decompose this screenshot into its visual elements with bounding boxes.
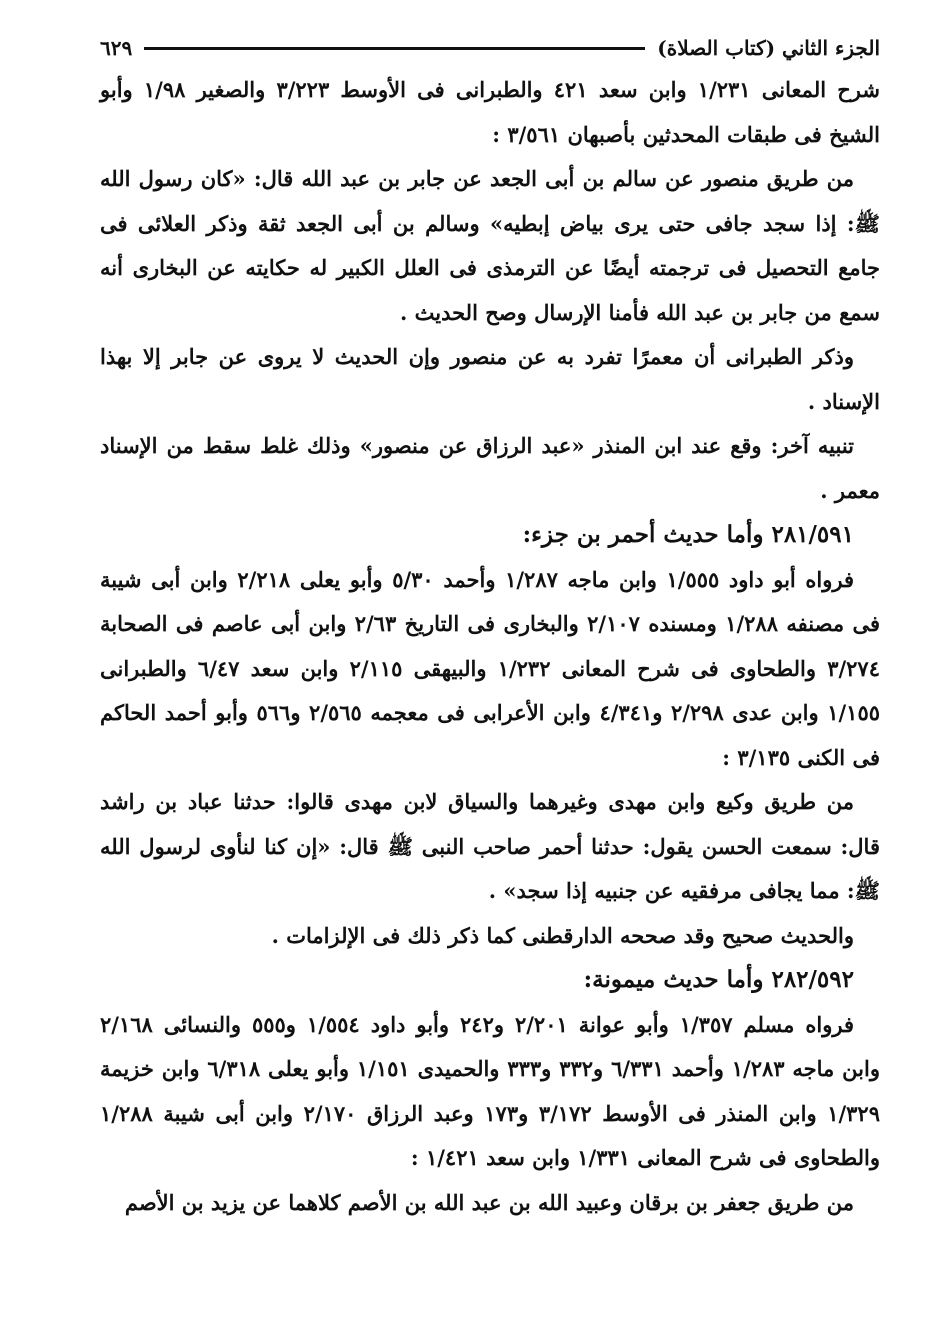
paragraph-tabarani-note: وذكر الطبرانى أن معمرًا تفرد به عن منصور وإن الحديث لا يروى عن جابر إلا بهذا الإسناد . xyxy=(100,344,880,414)
paragraph-ahmar-grading: والحديث صحيح وقد صححه الدارقطنى كما ذكر ذلك فى الإلزامات . xyxy=(271,922,854,948)
section-heading-ahmar: ٢٨١/٥٩١ وأما حديث أحمر بن جزء: xyxy=(522,521,854,548)
paragraph-jabir-route: من طريق منصور عن سالم بن أبى الجعد عن جابر بن عبد الله قال: «كان رسول الله ﷺ: إذا سجد جافى حتى يرى بياض إبطيه» وسالم بن أبى الجعد ثقة وذكر العلائى فى جامع التحصيل فى ترجمته أيضًا عن الترمذى فى العلل الكبير له حكايته عن البخارى أنه سمع من جابر بن عبد الله فأمنا الإرسال وصح الحديث . xyxy=(100,166,880,325)
paragraph-maymuna-sources: فرواه مسلم ١/٣٥٧ وأبو عوانة ٢/٢٠١ و٢٤٢ وأبو داود ١/٥٥٤ و٥٥٥ والنسائى ٢/١٦٨ وابن ماجه ١/٢٨٣ وأحمد ٦/٣٣١ و٣٣٢ و٣٣٣ والحميدى ١/١٥١ وأبو يعلى ٦/٣١٨ وابن خزيمة ١/٣٢٩ وابن المنذر فى الأوسط ٣/١٧٢ و١٧٣ وعبد الرزاق ٢/١٧٠ وابن أبى شيبة ١/٢٨٨ والطحاوى فى شرح المعانى ١/٣٣١ وابن سعد ١/٤٢١ : xyxy=(100,1011,880,1170)
paragraph-maymuna-route: من طريق جعفر بن برقان وعبيد الله بن عبد الله بن الأصم كلاهما عن يزيد بن الأصم xyxy=(124,1189,854,1215)
page-number: ٦٢٩ xyxy=(100,36,133,60)
section-heading-maymuna: ٢٨٢/٥٩٢ وأما حديث ميمونة: xyxy=(583,966,854,993)
paragraph-ahmar-sources: فرواه أبو داود ١/٥٥٥ وابن ماجه ١/٢٨٧ وأحمد ٥/٣٠ وأبو يعلى ٢/٢١٨ وابن أبى شيبة فى مصنفه ١/٢٨٨ ومسنده ٢/١٠٧ والبخارى فى التاريخ ٢/٦٣ وابن أبى عاصم فى الصحابة ٣/٢٧٤ والطحاوى فى شرح المعانى ١/٢٣٢ والبيهقى ٢/١١٥ وابن سعد ٦/٤٧ والطبرانى ١/١٥٥ وابن عدى ٢/٢٩٨ و٤/٣٤١ وابن الأعرابى فى معجمه ٢/٥٦٥ و٥٦٦ وأبو أحمد الحاكم فى الكنى ٣/١٣٥ : xyxy=(100,566,881,770)
document-page xyxy=(100,28,880,1318)
running-header xyxy=(100,28,880,68)
header-rule xyxy=(144,47,645,50)
header-title: الجزء الثاني (كتاب الصلاة) xyxy=(657,36,880,60)
paragraph-ahmar-route: من طريق وكيع وابن مهدى وغيرهما والسياق لابن مهدى قالوا: حدثنا عباد بن راشد قال: سمعت الحسن يقول: حدثنا أحمر صاحب النبى ﷺ قال: «إن كنا لنأوى لرسول الله ﷺ: مما يجافى مرفقيه عن جنبيه إذا سجد» . xyxy=(100,789,880,903)
paragraph-continuation: شرح المعانى ١/٢٣١ وابن سعد ٤٢١ والطبرانى فى الأوسط ٣/٢٢٣ والصغير ١/٩٨ وأبو الشيخ فى طبقات المحدثين بأصبهان ٣/٥٦١ : xyxy=(100,77,880,147)
paragraph-another-note: تنبيه آخر: وقع عند ابن المنذر «عبد الرزاق عن منصور» وذلك غلط سقط من الإسناد معمر . xyxy=(100,433,880,503)
